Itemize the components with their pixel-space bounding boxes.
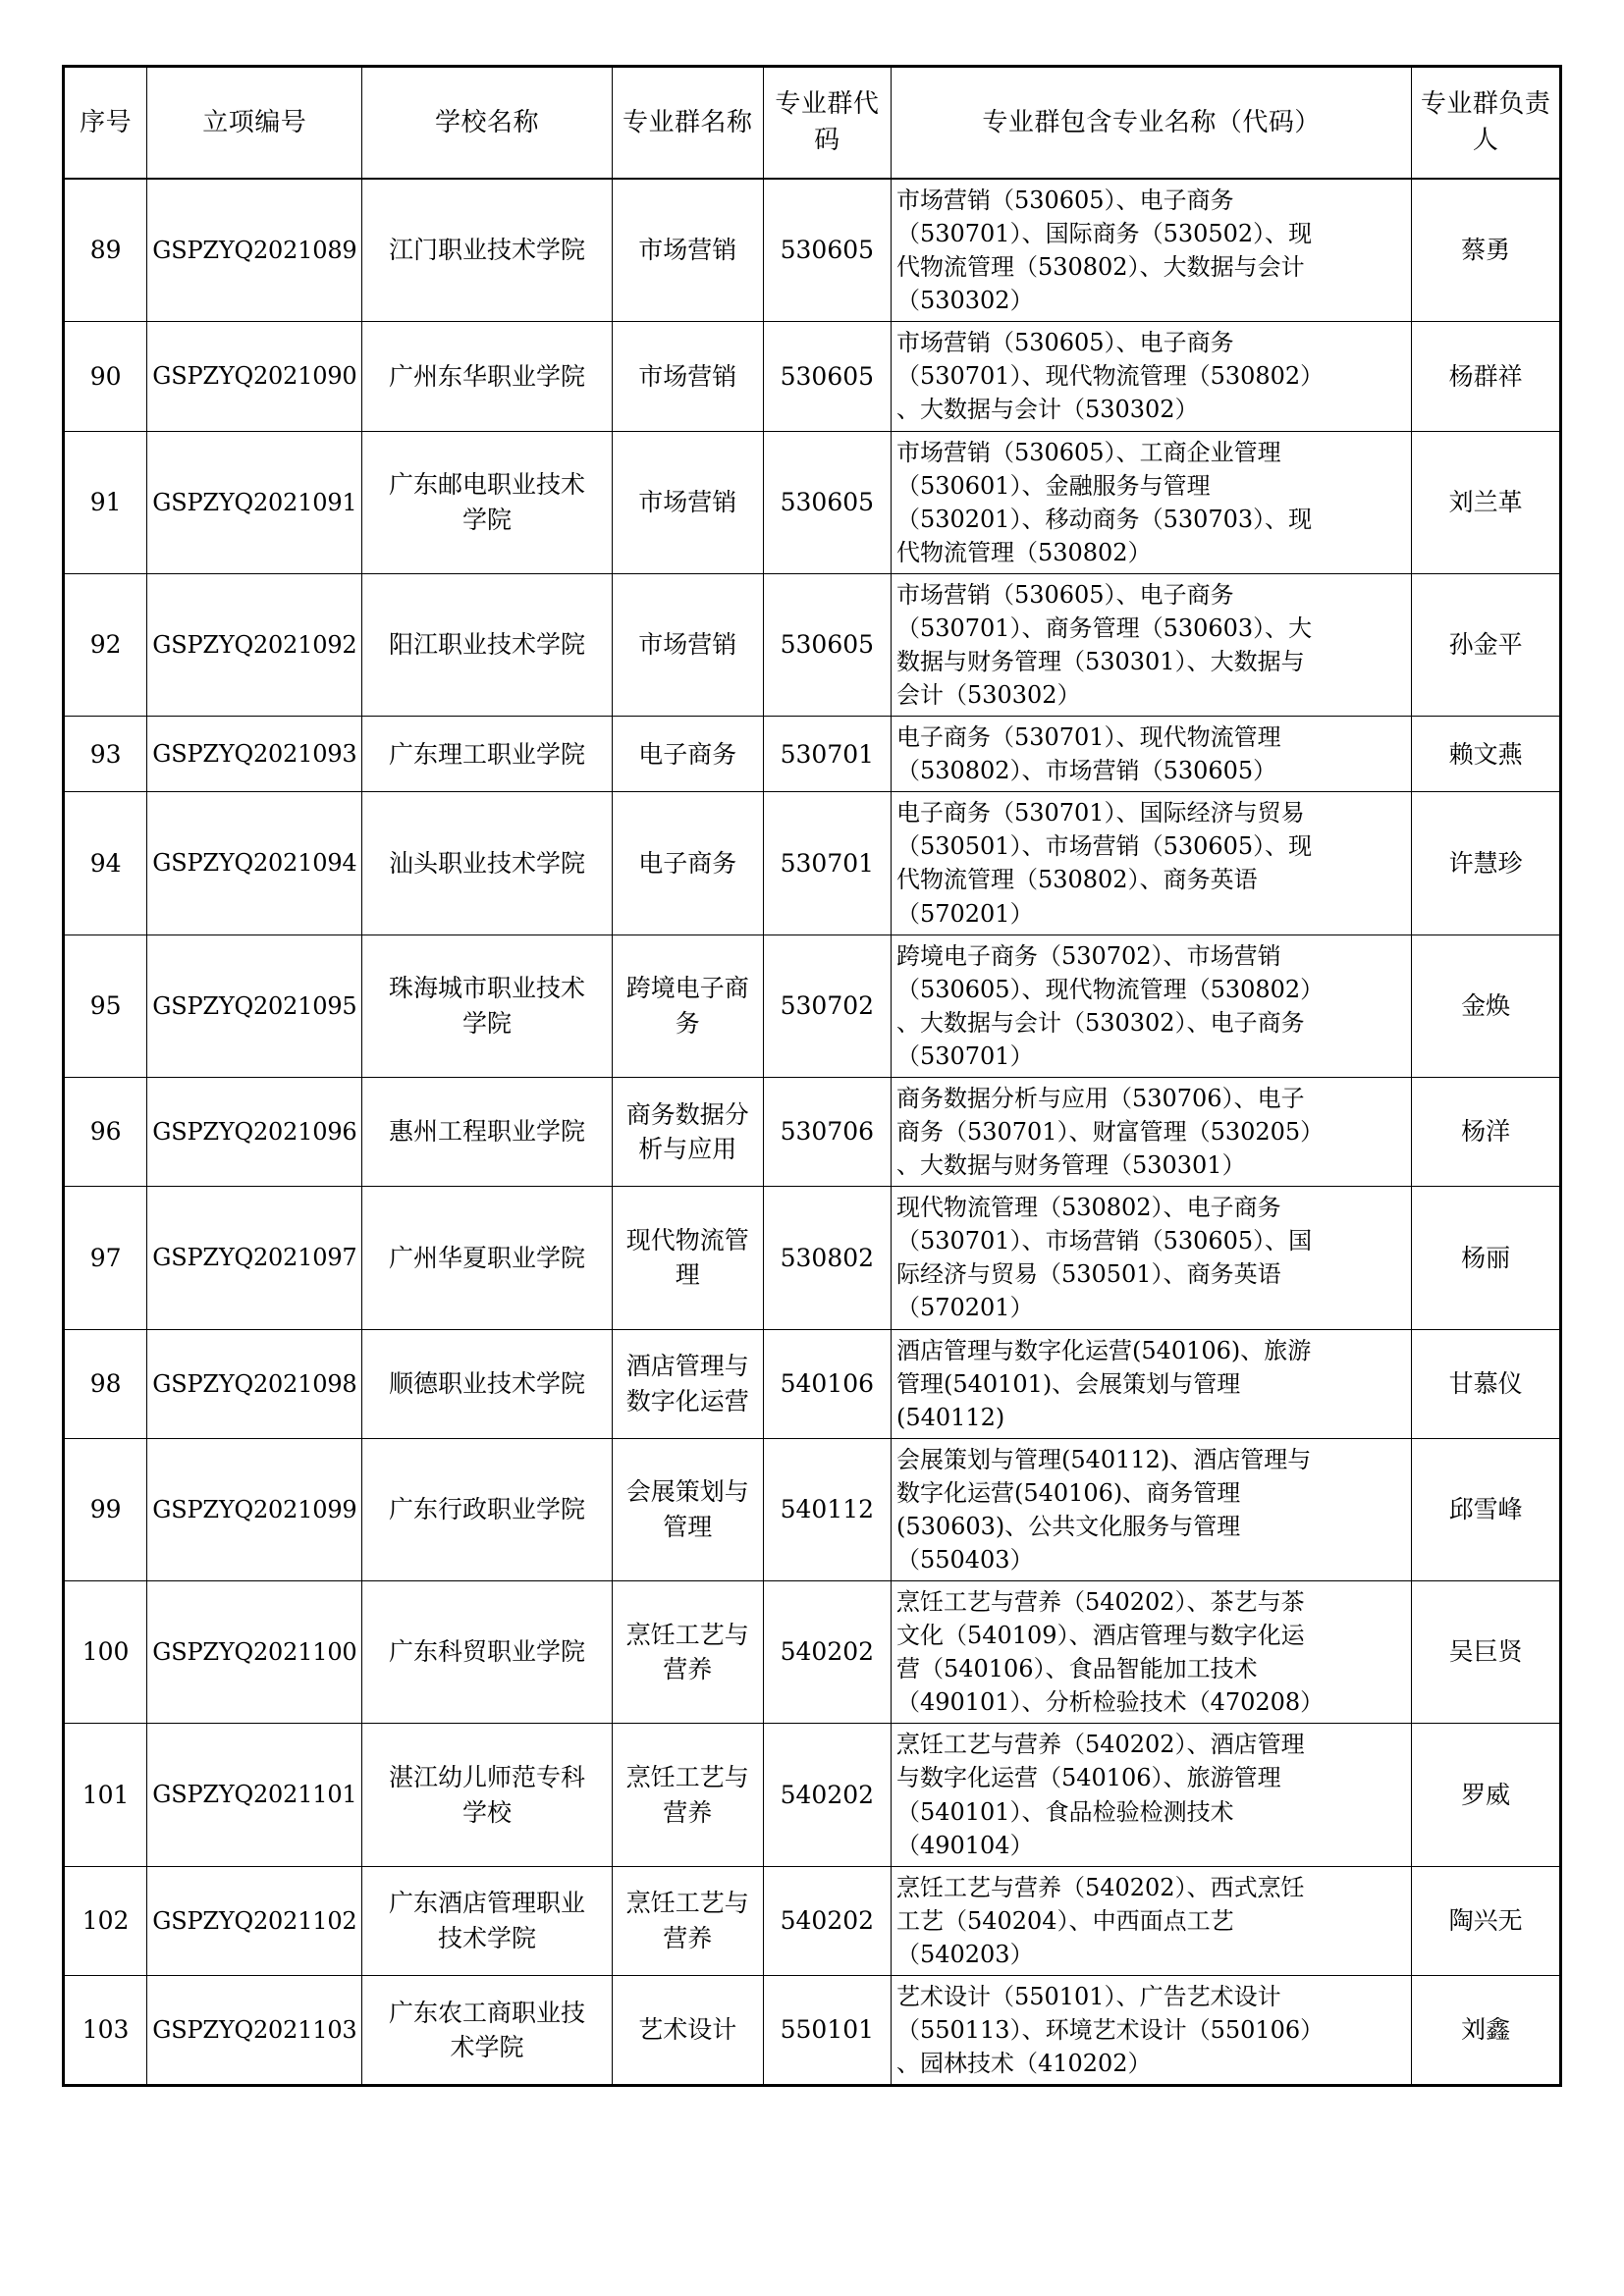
cell-index: 91 — [64, 431, 147, 573]
cell-school: 广东行政职业学院 — [362, 1438, 613, 1580]
cell-group-name: 市场营销 — [612, 322, 763, 431]
cell-group-code: 530706 — [763, 1077, 891, 1186]
cell-project-number: GSPZYQ2021095 — [147, 934, 362, 1077]
cell-majors — [891, 573, 1411, 716]
cell-school: 广东科贸职业学院 — [362, 1581, 613, 1724]
cell-majors — [891, 792, 1411, 934]
majors-line: 代物流管理（530802）、大数据与会计 — [895, 253, 1305, 282]
majors-line: 烹饪工艺与营养（540202）、酒店管理 — [895, 1731, 1305, 1759]
majors-line: （530701） — [895, 1041, 1034, 1070]
table-row — [64, 322, 1561, 431]
cell-project-number: GSPZYQ2021100 — [147, 1581, 362, 1724]
cell-group-name: 酒店管理与 数字化运营 — [612, 1329, 763, 1438]
cell-group-name: 市场营销 — [612, 573, 763, 716]
cell-group-code: 540106 — [763, 1329, 891, 1438]
majors-line: 酒店管理与数字化运营(540106)、旅游 — [895, 1336, 1312, 1364]
table-head — [64, 67, 1561, 180]
cell-group-name: 市场营销 — [612, 179, 763, 322]
majors-line: 商务（530701）、财富管理（530205） — [895, 1118, 1325, 1147]
cell-project-number: GSPZYQ2021097 — [147, 1187, 362, 1329]
cell-group-code: 540202 — [763, 1866, 891, 1975]
majors-line: （570201） — [895, 899, 1034, 928]
cell-group-name: 跨境电子商 务 — [612, 934, 763, 1077]
majors-line: 烹饪工艺与营养（540202）、茶艺与茶 — [895, 1588, 1305, 1617]
cell-majors — [891, 1187, 1411, 1329]
majors-line: 代物流管理（530802） — [895, 538, 1152, 566]
cell-majors — [891, 717, 1411, 792]
cell-leader: 许慧珍 — [1412, 792, 1561, 934]
majors-line: 市场营销（530605）、工商企业管理 — [895, 438, 1281, 466]
cell-school: 顺德职业技术学院 — [362, 1329, 613, 1438]
cell-majors — [891, 1438, 1411, 1580]
majors-line: 代物流管理（530802）、商务英语 — [895, 866, 1258, 894]
cell-leader: 刘鑫 — [1412, 1975, 1561, 2085]
cell-group-name: 烹饪工艺与 营养 — [612, 1866, 763, 1975]
cell-group-code: 530701 — [763, 717, 891, 792]
cell-school: 惠州工程职业学院 — [362, 1077, 613, 1186]
cell-school: 广东酒店管理职业 技术学院 — [362, 1866, 613, 1975]
majors-line: 市场营销（530605）、电子商务 — [895, 187, 1234, 214]
column-header-majors: 专业群包含专业名称（代码） — [891, 67, 1411, 180]
cell-group-code: 530802 — [763, 1187, 891, 1329]
majors-line: （540101）、食品检验检测技术 — [895, 1797, 1234, 1826]
cell-leader: 刘兰革 — [1412, 431, 1561, 573]
majors-line: 艺术设计（550101）、广告艺术设计 — [895, 1982, 1281, 2010]
majors-line: 市场营销（530605）、电子商务 — [895, 580, 1234, 609]
majors-line: 市场营销（530605）、电子商务 — [895, 329, 1234, 357]
majors-line: 工艺（540204）、中西面点工艺 — [895, 1906, 1234, 1935]
cell-leader: 吴巨贤 — [1412, 1581, 1561, 1724]
table-row — [64, 179, 1561, 322]
majors-line: （570201） — [895, 1294, 1034, 1322]
cell-school: 阳江职业技术学院 — [362, 573, 613, 716]
majors-line: 商务数据分析与应用（530706）、电子 — [895, 1084, 1305, 1112]
majors-line: （530302） — [895, 287, 1034, 315]
majors-line: 、大数据与会计（530302）、电子商务 — [895, 1008, 1305, 1037]
majors-line: 会计（530302） — [895, 681, 1081, 710]
cell-project-number: GSPZYQ2021102 — [147, 1866, 362, 1975]
cell-project-number: GSPZYQ2021094 — [147, 792, 362, 934]
cell-group-name: 市场营销 — [612, 431, 763, 573]
majors-line: 文化（540109）、酒店管理与数字化运 — [895, 1622, 1305, 1650]
column-header-project-number: 立项编号 — [147, 67, 362, 180]
cell-group-code: 540202 — [763, 1581, 891, 1724]
cell-majors — [891, 179, 1411, 322]
majors-line: （530701）、国际商务（530502）、现 — [895, 220, 1313, 248]
cell-leader: 杨丽 — [1412, 1187, 1561, 1329]
table-row — [64, 1975, 1561, 2085]
cell-project-number: GSPZYQ2021101 — [147, 1724, 362, 1866]
cell-index: 92 — [64, 573, 147, 716]
cell-index: 97 — [64, 1187, 147, 1329]
column-header-group-name: 专业群名称 — [612, 67, 763, 180]
cell-group-code: 530605 — [763, 322, 891, 431]
cell-group-code: 530605 — [763, 573, 891, 716]
cell-index: 95 — [64, 934, 147, 1077]
table-row — [64, 573, 1561, 716]
table-body — [64, 179, 1561, 2086]
cell-project-number: GSPZYQ2021090 — [147, 322, 362, 431]
cell-index: 93 — [64, 717, 147, 792]
cell-group-code: 550101 — [763, 1975, 891, 2085]
cell-leader: 赖文燕 — [1412, 717, 1561, 792]
cell-school: 珠海城市职业技术 学院 — [362, 934, 613, 1077]
cell-leader: 蔡勇 — [1412, 179, 1561, 322]
table-row — [64, 1866, 1561, 1975]
table-row — [64, 934, 1561, 1077]
majors-line: （530201）、移动商务（530703）、现 — [895, 505, 1313, 533]
column-header-group-code: 专业群代码 — [763, 67, 891, 180]
majors-line: （530701）、商务管理（530603）、大 — [895, 614, 1313, 642]
cell-school: 广东理工职业学院 — [362, 717, 613, 792]
majors-line: （490104） — [895, 1831, 1034, 1859]
cell-group-code: 530702 — [763, 934, 891, 1077]
cell-leader: 孙金平 — [1412, 573, 1561, 716]
cell-school: 江门职业技术学院 — [362, 179, 613, 322]
cell-project-number: GSPZYQ2021091 — [147, 431, 362, 573]
cell-project-number: GSPZYQ2021103 — [147, 1975, 362, 2085]
majors-line: （530701）、市场营销（530605）、国 — [895, 1227, 1313, 1255]
table-row — [64, 1438, 1561, 1580]
cell-majors — [891, 1724, 1411, 1866]
cell-index: 102 — [64, 1866, 147, 1975]
cell-group-name: 现代物流管 理 — [612, 1187, 763, 1329]
column-header-index: 序号 — [64, 67, 147, 180]
cell-majors — [891, 934, 1411, 1077]
majors-line: （530601）、金融服务与管理 — [895, 471, 1211, 500]
cell-group-code: 540112 — [763, 1438, 891, 1580]
majors-line: 电子商务（530701）、现代物流管理 — [895, 723, 1281, 752]
majors-line: 管理(540101)、会展策划与管理 — [895, 1369, 1241, 1398]
cell-group-name: 烹饪工艺与 营养 — [612, 1581, 763, 1724]
cell-majors — [891, 1329, 1411, 1438]
cell-school: 广州华夏职业学院 — [362, 1187, 613, 1329]
cell-index: 103 — [64, 1975, 147, 2085]
cell-index: 96 — [64, 1077, 147, 1186]
majors-line: （540203） — [895, 1940, 1034, 1968]
cell-leader: 甘慕仪 — [1412, 1329, 1561, 1438]
cell-project-number: GSPZYQ2021089 — [147, 179, 362, 322]
majors-line: （550403） — [895, 1545, 1034, 1574]
cell-group-name: 艺术设计 — [612, 1975, 763, 2085]
cell-majors — [891, 1866, 1411, 1975]
cell-leader: 金焕 — [1412, 934, 1561, 1077]
table-row — [64, 1077, 1561, 1186]
cell-index: 90 — [64, 322, 147, 431]
cell-group-code: 540202 — [763, 1724, 891, 1866]
majors-line: 营（540106）、食品智能加工技术 — [895, 1655, 1258, 1683]
column-header-leader: 专业群负责人 — [1412, 67, 1561, 180]
cell-index: 89 — [64, 179, 147, 322]
cell-group-code: 530701 — [763, 792, 891, 934]
cell-school: 汕头职业技术学院 — [362, 792, 613, 934]
majors-line: 、大数据与会计（530302） — [895, 396, 1199, 424]
table-row — [64, 1329, 1561, 1438]
majors-line: （530701）、现代物流管理（530802） — [895, 362, 1325, 391]
table-row — [64, 1187, 1561, 1329]
cell-project-number: GSPZYQ2021092 — [147, 573, 362, 716]
majors-line: 与数字化运营（540106）、旅游管理 — [895, 1764, 1281, 1792]
table-row — [64, 717, 1561, 792]
cell-index: 94 — [64, 792, 147, 934]
cell-project-number: GSPZYQ2021099 — [147, 1438, 362, 1580]
majors-line: 、大数据与财务管理（530301） — [895, 1151, 1246, 1180]
majors-group-table — [62, 65, 1562, 2087]
majors-line: （530501）、市场营销（530605）、现 — [895, 832, 1313, 861]
cell-majors — [891, 1077, 1411, 1186]
majors-line: 际经济与贸易（530501）、商务英语 — [895, 1260, 1281, 1289]
cell-index: 100 — [64, 1581, 147, 1724]
majors-line: 电子商务（530701）、国际经济与贸易 — [895, 799, 1305, 828]
cell-index: 101 — [64, 1724, 147, 1866]
cell-school: 湛江幼儿师范专科 学校 — [362, 1724, 613, 1866]
majors-line: （530802）、市场营销（530605） — [895, 757, 1277, 785]
cell-group-code: 530605 — [763, 179, 891, 322]
cell-project-number: GSPZYQ2021093 — [147, 717, 362, 792]
majors-line: (530603)、公共文化服务与管理 — [895, 1512, 1241, 1540]
majors-line: 数据与财务管理（530301）、大数据与 — [895, 648, 1305, 676]
majors-line: （530605）、现代物流管理（530802） — [895, 975, 1325, 1003]
cell-school: 广州东华职业学院 — [362, 322, 613, 431]
table-row — [64, 792, 1561, 934]
table-row — [64, 431, 1561, 573]
cell-majors — [891, 322, 1411, 431]
cell-majors — [891, 1581, 1411, 1724]
cell-school: 广东邮电职业技术 学院 — [362, 431, 613, 573]
cell-group-name: 烹饪工艺与 营养 — [612, 1724, 763, 1866]
header-row — [64, 67, 1561, 180]
cell-majors — [891, 431, 1411, 573]
cell-school: 广东农工商职业技 术学院 — [362, 1975, 613, 2085]
table-container — [62, 65, 1562, 2087]
cell-group-name: 会展策划与 管理 — [612, 1438, 763, 1580]
majors-line: 跨境电子商务（530702）、市场营销 — [895, 941, 1281, 970]
cell-index: 99 — [64, 1438, 147, 1580]
cell-leader: 杨洋 — [1412, 1077, 1561, 1186]
table-row — [64, 1724, 1561, 1866]
cell-project-number: GSPZYQ2021096 — [147, 1077, 362, 1186]
cell-group-name: 商务数据分 析与应用 — [612, 1077, 763, 1186]
majors-line: 、园林技术（410202） — [895, 2050, 1152, 2078]
majors-line: 烹饪工艺与营养（540202）、西式烹饪 — [895, 1873, 1305, 1901]
majors-line: (540112) — [895, 1403, 1005, 1431]
cell-group-name: 电子商务 — [612, 717, 763, 792]
cell-group-code: 530605 — [763, 431, 891, 573]
majors-line: 数字化运营(540106)、商务管理 — [895, 1478, 1241, 1507]
cell-leader: 罗威 — [1412, 1724, 1561, 1866]
cell-index: 98 — [64, 1329, 147, 1438]
majors-line: 现代物流管理（530802）、电子商务 — [895, 1194, 1281, 1222]
majors-line: （490101）、分析检验技术（470208） — [895, 1688, 1325, 1717]
cell-leader: 陶兴无 — [1412, 1866, 1561, 1975]
cell-leader: 邱雪峰 — [1412, 1438, 1561, 1580]
column-header-school: 学校名称 — [362, 67, 613, 180]
cell-majors — [891, 1975, 1411, 2085]
cell-project-number: GSPZYQ2021098 — [147, 1329, 362, 1438]
cell-group-name: 电子商务 — [612, 792, 763, 934]
majors-line: 会展策划与管理(540112)、酒店管理与 — [895, 1445, 1312, 1473]
cell-leader: 杨群祥 — [1412, 322, 1561, 431]
table-row — [64, 1581, 1561, 1724]
majors-line: （550113）、环境艺术设计（550106） — [895, 2015, 1325, 2044]
